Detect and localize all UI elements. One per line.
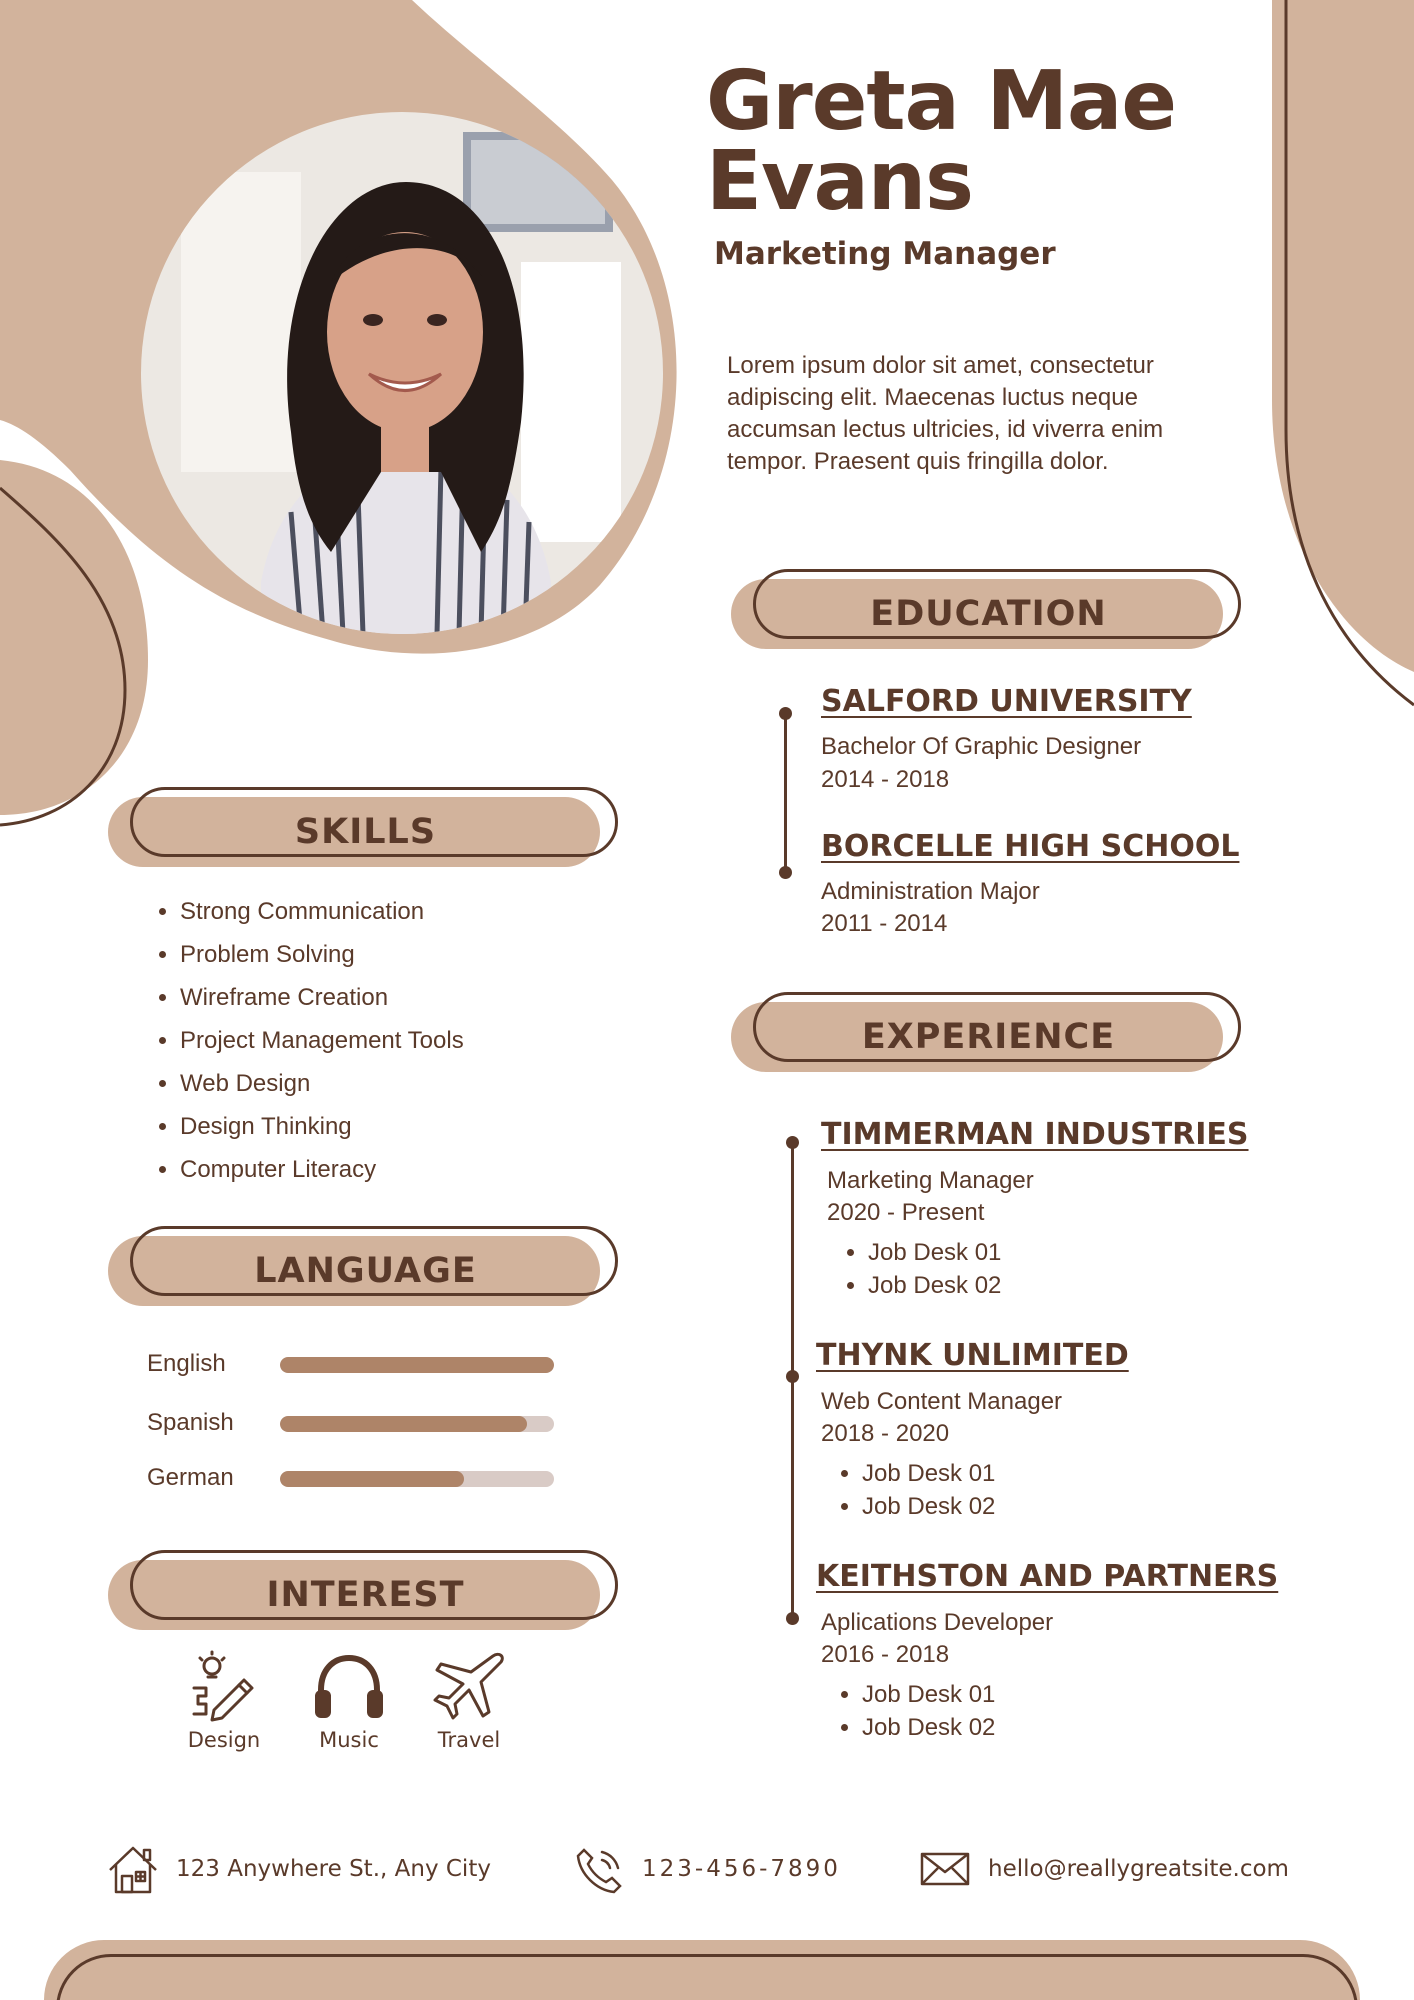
duty-item: • Job Desk 02	[862, 1490, 995, 1523]
language-heading: LANGUAGE	[254, 1251, 477, 1291]
language-level-bar	[280, 1357, 554, 1373]
job-title: Marketing Manager	[714, 236, 1056, 272]
language-level-bar	[280, 1416, 554, 1432]
timeline-dot	[786, 1612, 799, 1625]
right-side-blob	[1272, 0, 1414, 672]
contact-email	[918, 1844, 1289, 1894]
skill-item: • Problem Solving	[180, 933, 464, 976]
experience-duties	[838, 1236, 1001, 1302]
language-heading-pill	[108, 1226, 623, 1306]
interest-label: Music	[319, 1728, 379, 1752]
interest-heading-pill	[108, 1550, 623, 1630]
interest-label: Design	[187, 1728, 261, 1752]
skill-item: • Web Design	[180, 1062, 464, 1105]
skills-heading: SKILLS	[294, 812, 437, 852]
airplane-icon	[429, 1650, 509, 1722]
interest-label: Travel	[437, 1728, 501, 1752]
experience-position: Aplications Developer	[821, 1609, 1054, 1636]
experience-company: TIMMERMAN INDUSTRIES	[821, 1117, 1249, 1152]
experience-heading: EXPERIENCE	[861, 1017, 1116, 1057]
language-name: English	[147, 1350, 226, 1377]
education-timeline	[784, 714, 787, 874]
education-degree: Administration Major	[821, 878, 1040, 905]
timeline-dot	[786, 1370, 799, 1383]
contact-phone	[572, 1844, 841, 1894]
timeline-dot	[779, 707, 792, 720]
first-name: Greta Mae	[706, 54, 1176, 149]
duty-item: • Job Desk 01	[868, 1236, 1001, 1269]
contact-address	[106, 1844, 491, 1894]
language-name: German	[147, 1464, 234, 1491]
interest-design	[169, 1650, 279, 1752]
skill-item: • Wireframe Creation	[180, 976, 464, 1019]
education-years: 2014 - 2018	[821, 766, 950, 793]
language-level-fill	[280, 1416, 527, 1432]
phone-text: 123-456-7890	[642, 1856, 841, 1882]
address-text: 123 Anywhere St., Any City	[176, 1856, 491, 1882]
duty-item: • Job Desk 01	[862, 1678, 995, 1711]
experience-years: 2016 - 2018	[821, 1641, 950, 1668]
person-name	[706, 54, 1176, 229]
experience-position: Marketing Manager	[827, 1167, 1034, 1194]
duty-item: • Job Desk 01	[862, 1457, 995, 1490]
language-row-german	[147, 1458, 567, 1498]
experience-years: 2018 - 2020	[821, 1420, 950, 1447]
interest-heading: INTEREST	[266, 1575, 465, 1615]
headphones-icon	[309, 1650, 389, 1722]
experience-years: 2020 - Present	[827, 1199, 985, 1226]
language-level-bar	[280, 1471, 554, 1487]
education-years: 2011 - 2014	[821, 910, 948, 937]
experience-company: KEITHSTON AND PARTNERS	[816, 1559, 1279, 1594]
skills-list	[150, 890, 464, 1191]
skills-heading-pill	[108, 787, 623, 867]
interest-travel	[414, 1650, 524, 1752]
experience-duties	[832, 1457, 995, 1523]
language-row-spanish	[147, 1403, 567, 1443]
language-level-fill	[280, 1471, 464, 1487]
skill-item: • Design Thinking	[180, 1105, 464, 1148]
skill-item: • Strong Communication	[180, 890, 464, 933]
duty-item: • Job Desk 02	[868, 1269, 1001, 1302]
language-level-fill	[280, 1357, 554, 1373]
skill-item: • Computer Literacy	[180, 1148, 464, 1191]
profile-photo	[141, 112, 663, 634]
design-icon	[184, 1650, 264, 1722]
experience-heading-pill	[731, 992, 1246, 1072]
phone-icon	[572, 1842, 626, 1896]
education-school: BORCELLE HIGH SCHOOL	[821, 829, 1240, 864]
experience-duties	[832, 1678, 995, 1744]
house-icon	[106, 1842, 160, 1896]
education-heading: EDUCATION	[870, 594, 1107, 634]
timeline-dot	[786, 1136, 799, 1149]
footer-band-outline	[56, 1954, 1358, 2000]
email-text: hello@reallygreatsite.com	[988, 1856, 1289, 1882]
education-school: SALFORD UNIVERSITY	[821, 684, 1192, 719]
envelope-icon	[918, 1842, 972, 1896]
skill-item: • Project Management Tools	[180, 1019, 464, 1062]
language-name: Spanish	[147, 1409, 234, 1436]
experience-company: THYNK UNLIMITED	[816, 1338, 1129, 1373]
last-name: Evans	[706, 134, 973, 229]
interest-music	[294, 1650, 404, 1752]
about-text: Lorem ipsum dolor sit amet, consectetur adipiscing elit. Maecenas luctus neque accumsan lectus ultricies, id viverra enim tempor. Praesent quis fringilla dolor.	[727, 352, 1164, 475]
duty-item: • Job Desk 02	[862, 1711, 995, 1744]
education-degree: Bachelor Of Graphic Designer	[821, 733, 1142, 760]
education-heading-pill	[731, 569, 1246, 649]
language-row-english	[147, 1344, 567, 1384]
experience-position: Web Content Manager	[821, 1388, 1063, 1415]
timeline-dot	[779, 866, 792, 879]
